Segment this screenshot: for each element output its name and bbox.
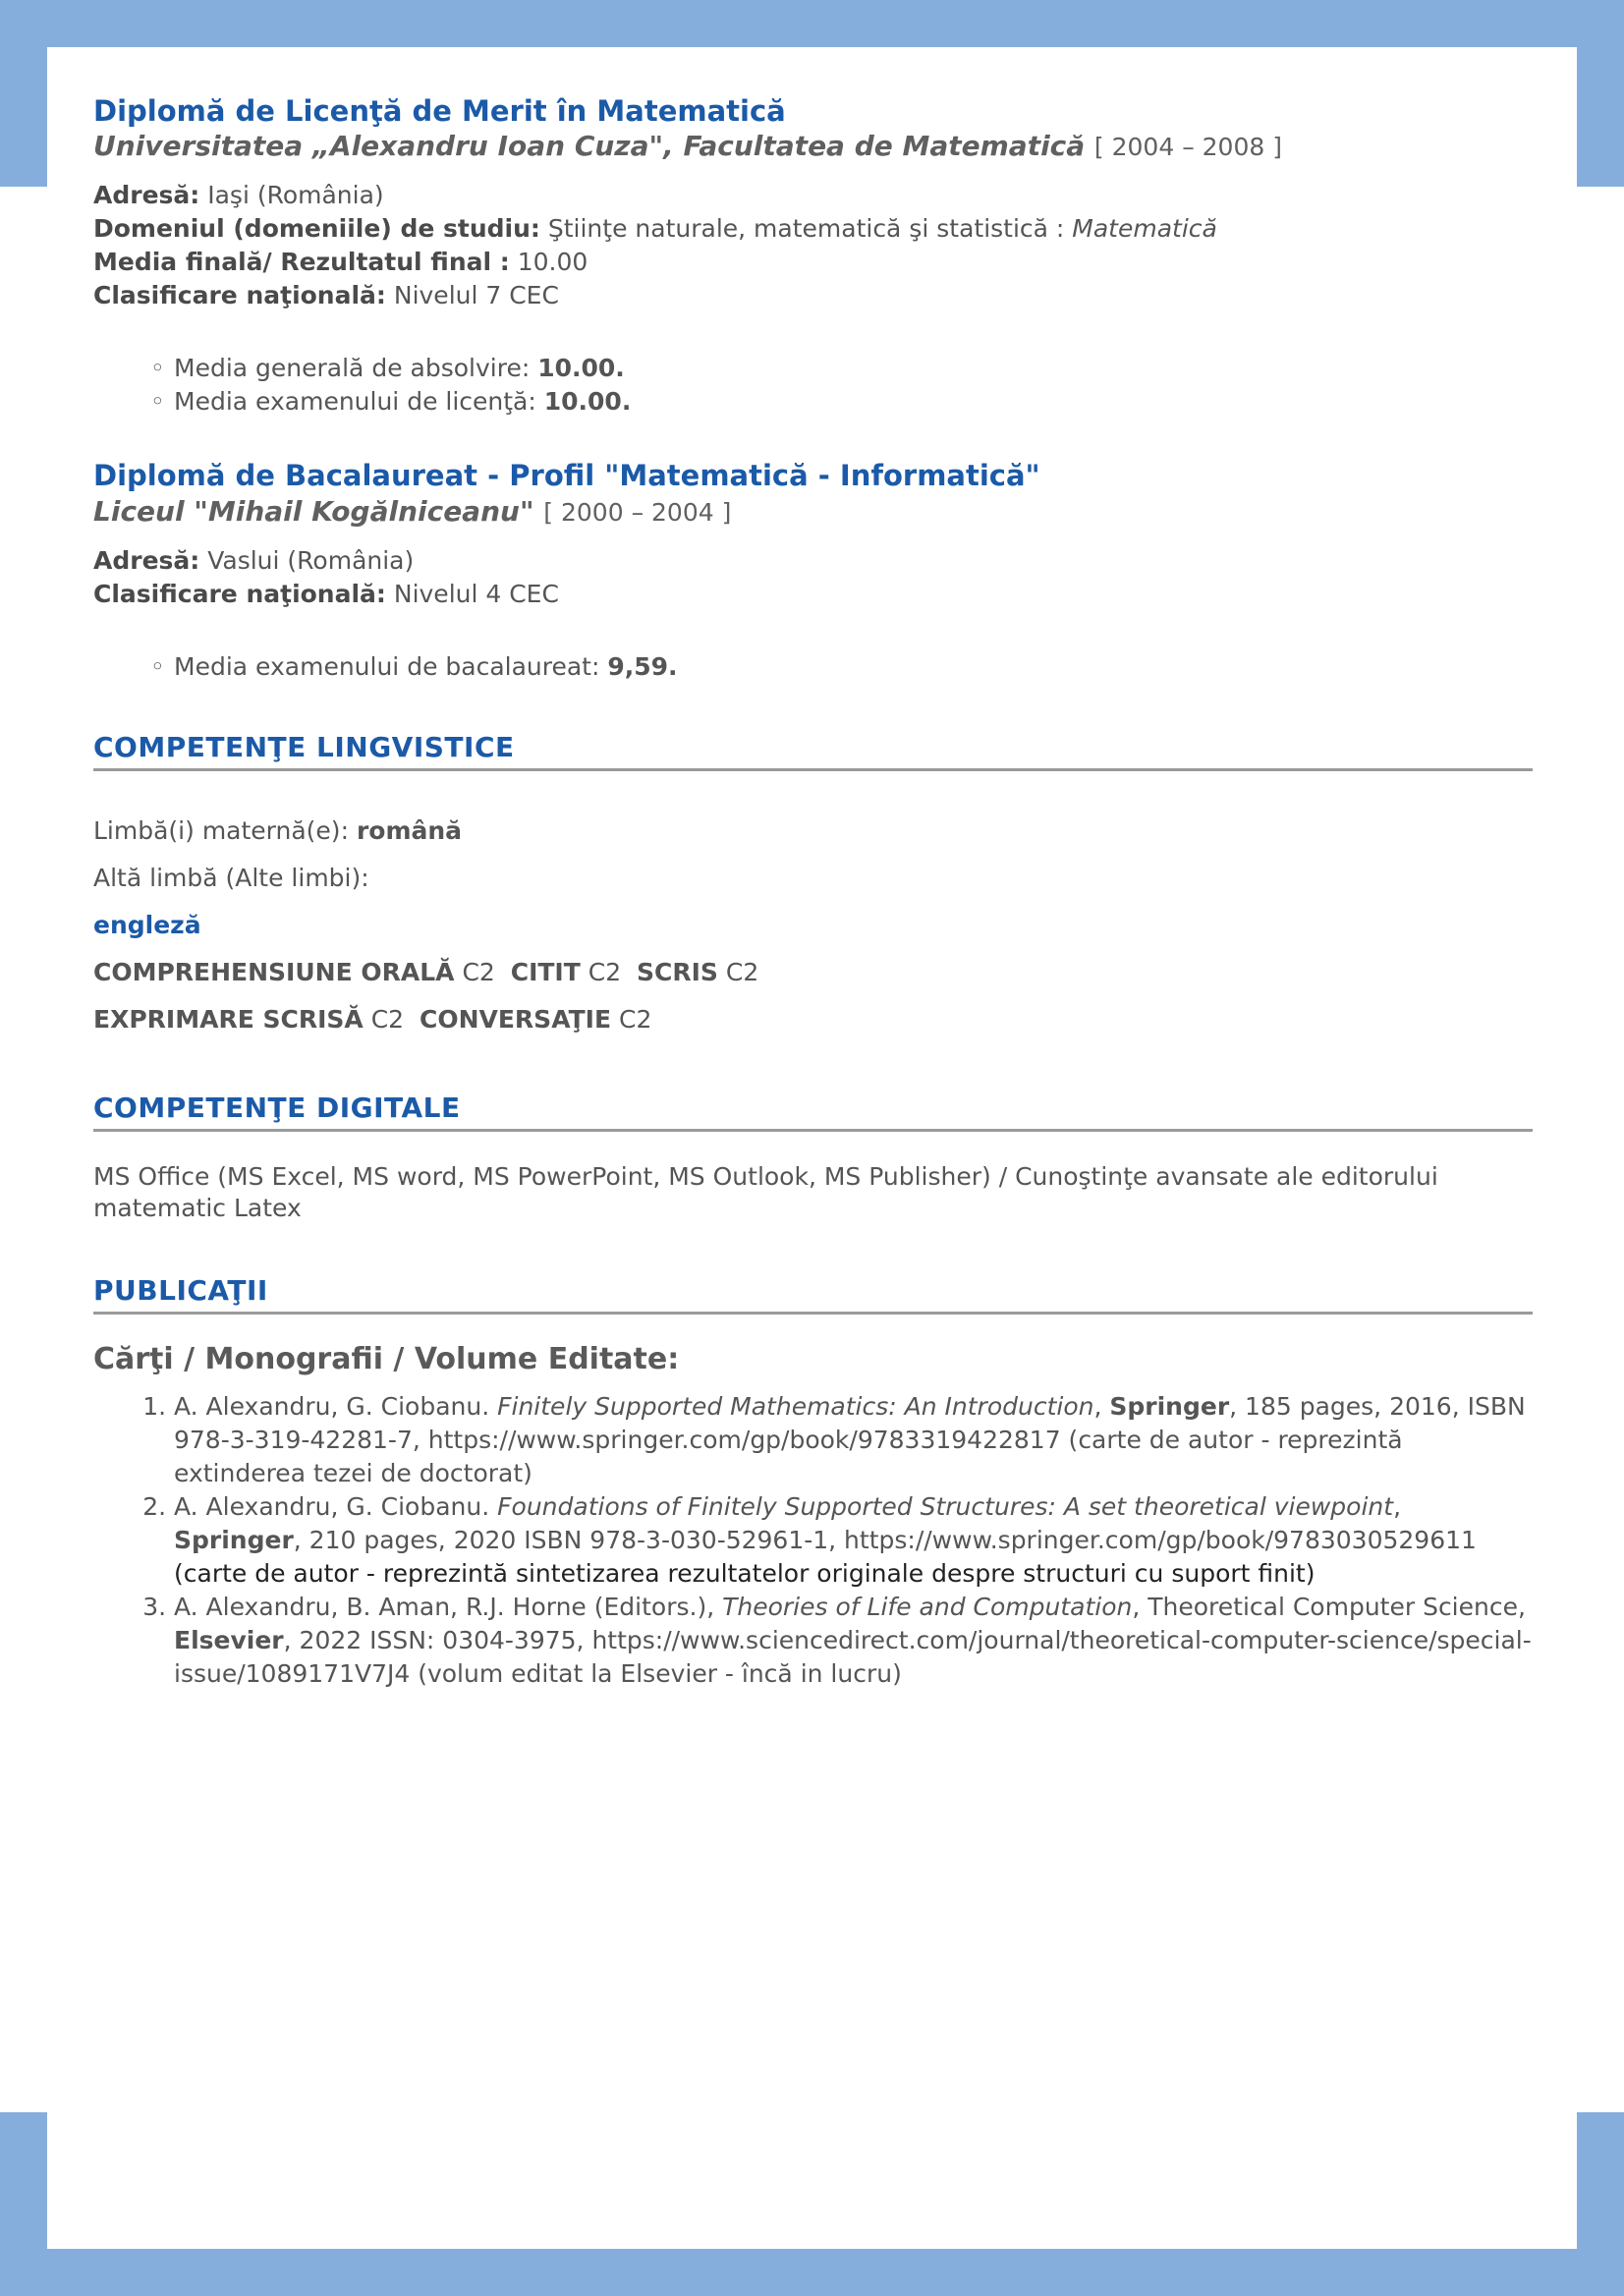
education-institution: Liceul "Mihail Kogălniceanu" [ 2000 – 2004 ] <box>93 494 732 528</box>
education-years: [ 2000 – 2004 ] <box>543 497 732 527</box>
frame-left-bottom <box>0 2112 47 2296</box>
frame-bottom-bar <box>0 2249 1624 2296</box>
classification-row: Clasificare naţională: Nivelul 4 CEC <box>93 579 559 608</box>
publications-heading: PUBLICAŢII <box>93 1272 1533 1315</box>
frame-top-bar <box>0 0 1624 47</box>
frame-right-bottom <box>1577 2112 1624 2296</box>
language-name: engleză <box>93 910 201 939</box>
education-title: Diplomă de Licenţă de Merit în Matematică <box>93 94 786 128</box>
education-details <box>93 544 1533 611</box>
skills-row-2: EXPRIMARE SCRISĂ C2 CONVERSAŢIE C2 <box>93 1004 652 1034</box>
digital-text: MS Office (MS Excel, MS word, MS PowerPoint, MS Outlook, MS Publisher) / Cunoştinţe avansate ale editorului matematic Latex <box>93 1161 1438 1223</box>
classification-row: Clasificare naţională: Nivelul 7 CEC <box>93 281 559 310</box>
publication-item: 2. A. Alexandru, G. Ciobanu. Foundations of Finitely Supported Structures: A set theoretical viewpoint, Springer, 210 pages, 2020 ISBN 978-3-030-52961-1, https://www.springer.com/gp/book/9783030529611 (carte de autor - reprezintă sintetizarea rezultatelor originale despre structuri cu suport finit) <box>174 1490 1533 1591</box>
bullet-item: ◦ Media generală de absolvire: 10.00. <box>150 352 1533 385</box>
languages-section <box>93 729 1533 1036</box>
other-languages-label: Altă limbă (Alte limbi): <box>93 863 369 892</box>
digital-section <box>93 1090 1533 1225</box>
publication-item: 1. A. Alexandru, G. Ciobanu. Finitely Supported Mathematics: An Introduction, Springer, 185 pages, 2016, ISBN 978-3-319-42281-7, https://www.springer.com/gp/book/9783319422817 (carte de autor - reprezintă extinderea tezei de doctorat) <box>174 1390 1533 1490</box>
mother-tongue-row: Limbă(i) maternă(e): română <box>93 815 463 845</box>
publications-list <box>93 1390 1533 1691</box>
education-bullets <box>93 352 1533 419</box>
publications-section <box>93 1272 1533 1691</box>
address-row: Adresă: Iaşi (România) <box>93 181 384 210</box>
languages-heading: COMPETENŢE LINGVISTICE <box>93 729 1533 771</box>
cv-content <box>93 93 1533 1691</box>
skills-row-1: COMPREHENSIUNE ORALĂ C2 CITIT C2 SCRIS C2 <box>93 957 759 986</box>
frame-left-top <box>0 0 47 187</box>
bullet-item: ◦ Media examenului de bacalaureat: 9,59. <box>150 650 1533 684</box>
digital-heading: COMPETENŢE DIGITALE <box>93 1090 1533 1132</box>
publication-item: 3. A. Alexandru, B. Aman, R.J. Horne (Editors.), Theories of Life and Computation, Theoretical Computer Science, Elsevier, 2022 ISSN: 0304-3975, https://www.sciencedirect.com/journal/theoretical-computer-science/special-issue/1089171V7J4 (volum editat la Elsevier - încă in lucru) <box>174 1591 1533 1691</box>
bullet-item: ◦ Media examenului de licenţă: 10.00. <box>150 385 1533 419</box>
address-row: Adresă: Vaslui (România) <box>93 545 415 575</box>
grade-row: Media finală/ Rezultatul final : 10.00 <box>93 248 588 277</box>
education-entry-2 <box>93 458 1533 683</box>
publications-subheading: Cărţi / Monografii / Volume Editate: <box>93 1341 680 1376</box>
frame-right-top <box>1577 0 1624 187</box>
education-institution: Universitatea „Alexandru Ioan Cuza", Facultatea de Matematică [ 2004 – 2008 ] <box>93 130 1282 163</box>
education-title: Diplomă de Bacalaureat - Profil "Matematică - Informatică" <box>93 459 1040 493</box>
education-entry-1 <box>93 93 1533 419</box>
education-bullets <box>93 650 1533 684</box>
field-row: Domeniul (domeniile) de studiu: Ştiinţe naturale, matematică şi statistică : Matematică <box>93 214 1217 244</box>
education-years: [ 2004 – 2008 ] <box>1093 133 1282 162</box>
education-details <box>93 179 1533 312</box>
